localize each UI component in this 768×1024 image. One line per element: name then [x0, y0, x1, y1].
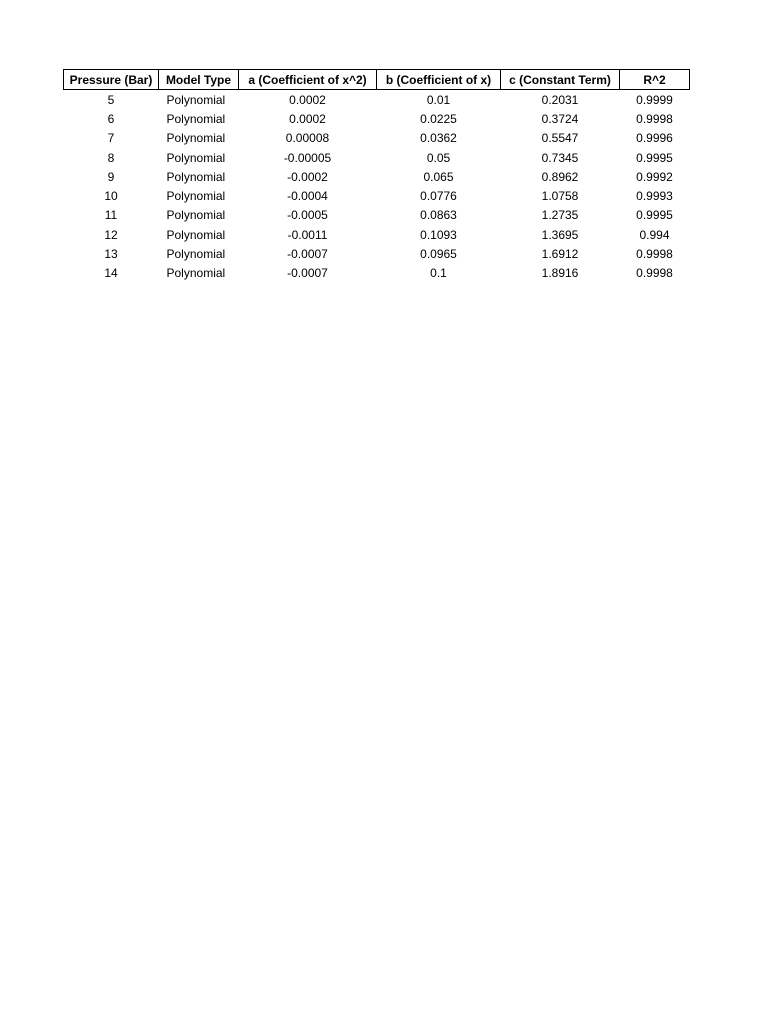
table-row [64, 148, 690, 167]
cell-model-type: Polynomial [166, 169, 226, 184]
cell-coefficient-a: 0.0002 [289, 92, 326, 107]
cell-coefficient-a: -0.0002 [287, 169, 328, 184]
cell-r-squared: 0.9998 [636, 111, 673, 126]
cell-constant-c: 1.8916 [541, 266, 579, 281]
cell-model-type: Polynomial [166, 92, 226, 107]
table-row [64, 129, 690, 148]
cell-pressure: 8 [107, 150, 115, 165]
table-row [64, 206, 690, 225]
data-table [63, 69, 690, 283]
header-constant-c: c (Constant Term) [501, 70, 620, 90]
cell-pressure: 5 [107, 92, 115, 107]
table-body [64, 90, 690, 283]
cell-coefficient-a: -0.0005 [287, 208, 328, 223]
cell-coefficient-b: 0.0362 [420, 131, 457, 146]
cell-coefficient-a: -0.0011 [287, 227, 328, 242]
cell-pressure: 7 [107, 131, 115, 146]
cell-constant-c: 0.3724 [541, 111, 579, 126]
table-row [64, 244, 690, 263]
cell-coefficient-b: 0.1 [430, 266, 447, 281]
cell-r-squared: 0.9998 [636, 247, 673, 262]
cell-coefficient-a: -0.0004 [287, 189, 328, 204]
cell-coefficient-b: 0.0965 [420, 247, 457, 262]
cell-coefficient-b: 0.065 [423, 169, 454, 184]
cell-constant-c: 0.5547 [541, 131, 579, 146]
cell-pressure: 14 [104, 266, 118, 281]
cell-constant-c: 1.2735 [541, 208, 579, 223]
table-row [64, 109, 690, 128]
cell-constant-c: 0.2031 [541, 92, 579, 107]
table-row [64, 90, 690, 110]
cell-r-squared: 0.9999 [636, 92, 673, 107]
cell-model-type: Polynomial [166, 266, 226, 281]
cell-coefficient-b: 0.05 [426, 150, 451, 165]
cell-model-type: Polynomial [166, 111, 226, 126]
cell-r-squared: 0.9998 [636, 266, 673, 281]
cell-r-squared: 0.9993 [636, 189, 673, 204]
header-model-type: Model Type [159, 70, 239, 90]
cell-model-type: Polynomial [166, 150, 226, 165]
cell-coefficient-b: 0.0776 [420, 189, 457, 204]
cell-coefficient-a: -0.0007 [287, 247, 328, 262]
cell-coefficient-a: -0.0007 [287, 266, 328, 281]
cell-coefficient-a: -0.00005 [283, 150, 332, 165]
cell-coefficient-b: 0.0863 [420, 208, 457, 223]
cell-r-squared: 0.9995 [636, 208, 673, 223]
cell-coefficient-b: 0.01 [426, 92, 451, 107]
cell-pressure: 12 [104, 227, 118, 242]
cell-model-type: Polynomial [166, 247, 226, 262]
cell-pressure: 13 [104, 247, 118, 262]
cell-model-type: Polynomial [166, 208, 226, 223]
cell-constant-c: 0.7345 [541, 150, 579, 165]
cell-r-squared: 0.9995 [636, 150, 673, 165]
cell-coefficient-a: 0.0002 [289, 111, 326, 126]
header-pressure: Pressure (Bar) [64, 70, 159, 90]
cell-pressure: 10 [104, 189, 118, 204]
cell-coefficient-b: 0.1093 [420, 227, 457, 242]
cell-constant-c: 1.6912 [541, 247, 579, 262]
header-coefficient-b: b (Coefficient of x) [377, 70, 501, 90]
table-row [64, 167, 690, 186]
cell-coefficient-a: 0.00008 [285, 131, 330, 146]
cell-constant-c: 1.3695 [541, 227, 579, 242]
cell-constant-c: 0.8962 [541, 169, 579, 184]
cell-pressure: 11 [104, 208, 118, 223]
cell-constant-c: 1.0758 [541, 189, 579, 204]
header-coefficient-a: a (Coefficient of x^2) [239, 70, 377, 90]
cell-model-type: Polynomial [166, 131, 226, 146]
cell-r-squared: 0.9996 [636, 131, 673, 146]
table-row [64, 264, 690, 283]
cell-r-squared: 0.994 [639, 227, 670, 242]
cell-model-type: Polynomial [166, 189, 226, 204]
header-row [64, 70, 690, 90]
table-row [64, 186, 690, 205]
cell-coefficient-b: 0.0225 [420, 111, 457, 126]
cell-r-squared: 0.9992 [636, 169, 673, 184]
cell-model-type: Polynomial [166, 227, 226, 242]
table-row [64, 225, 690, 244]
cell-pressure: 9 [107, 169, 115, 184]
header-r-squared: R^2 [620, 70, 690, 90]
cell-pressure: 6 [107, 111, 115, 126]
